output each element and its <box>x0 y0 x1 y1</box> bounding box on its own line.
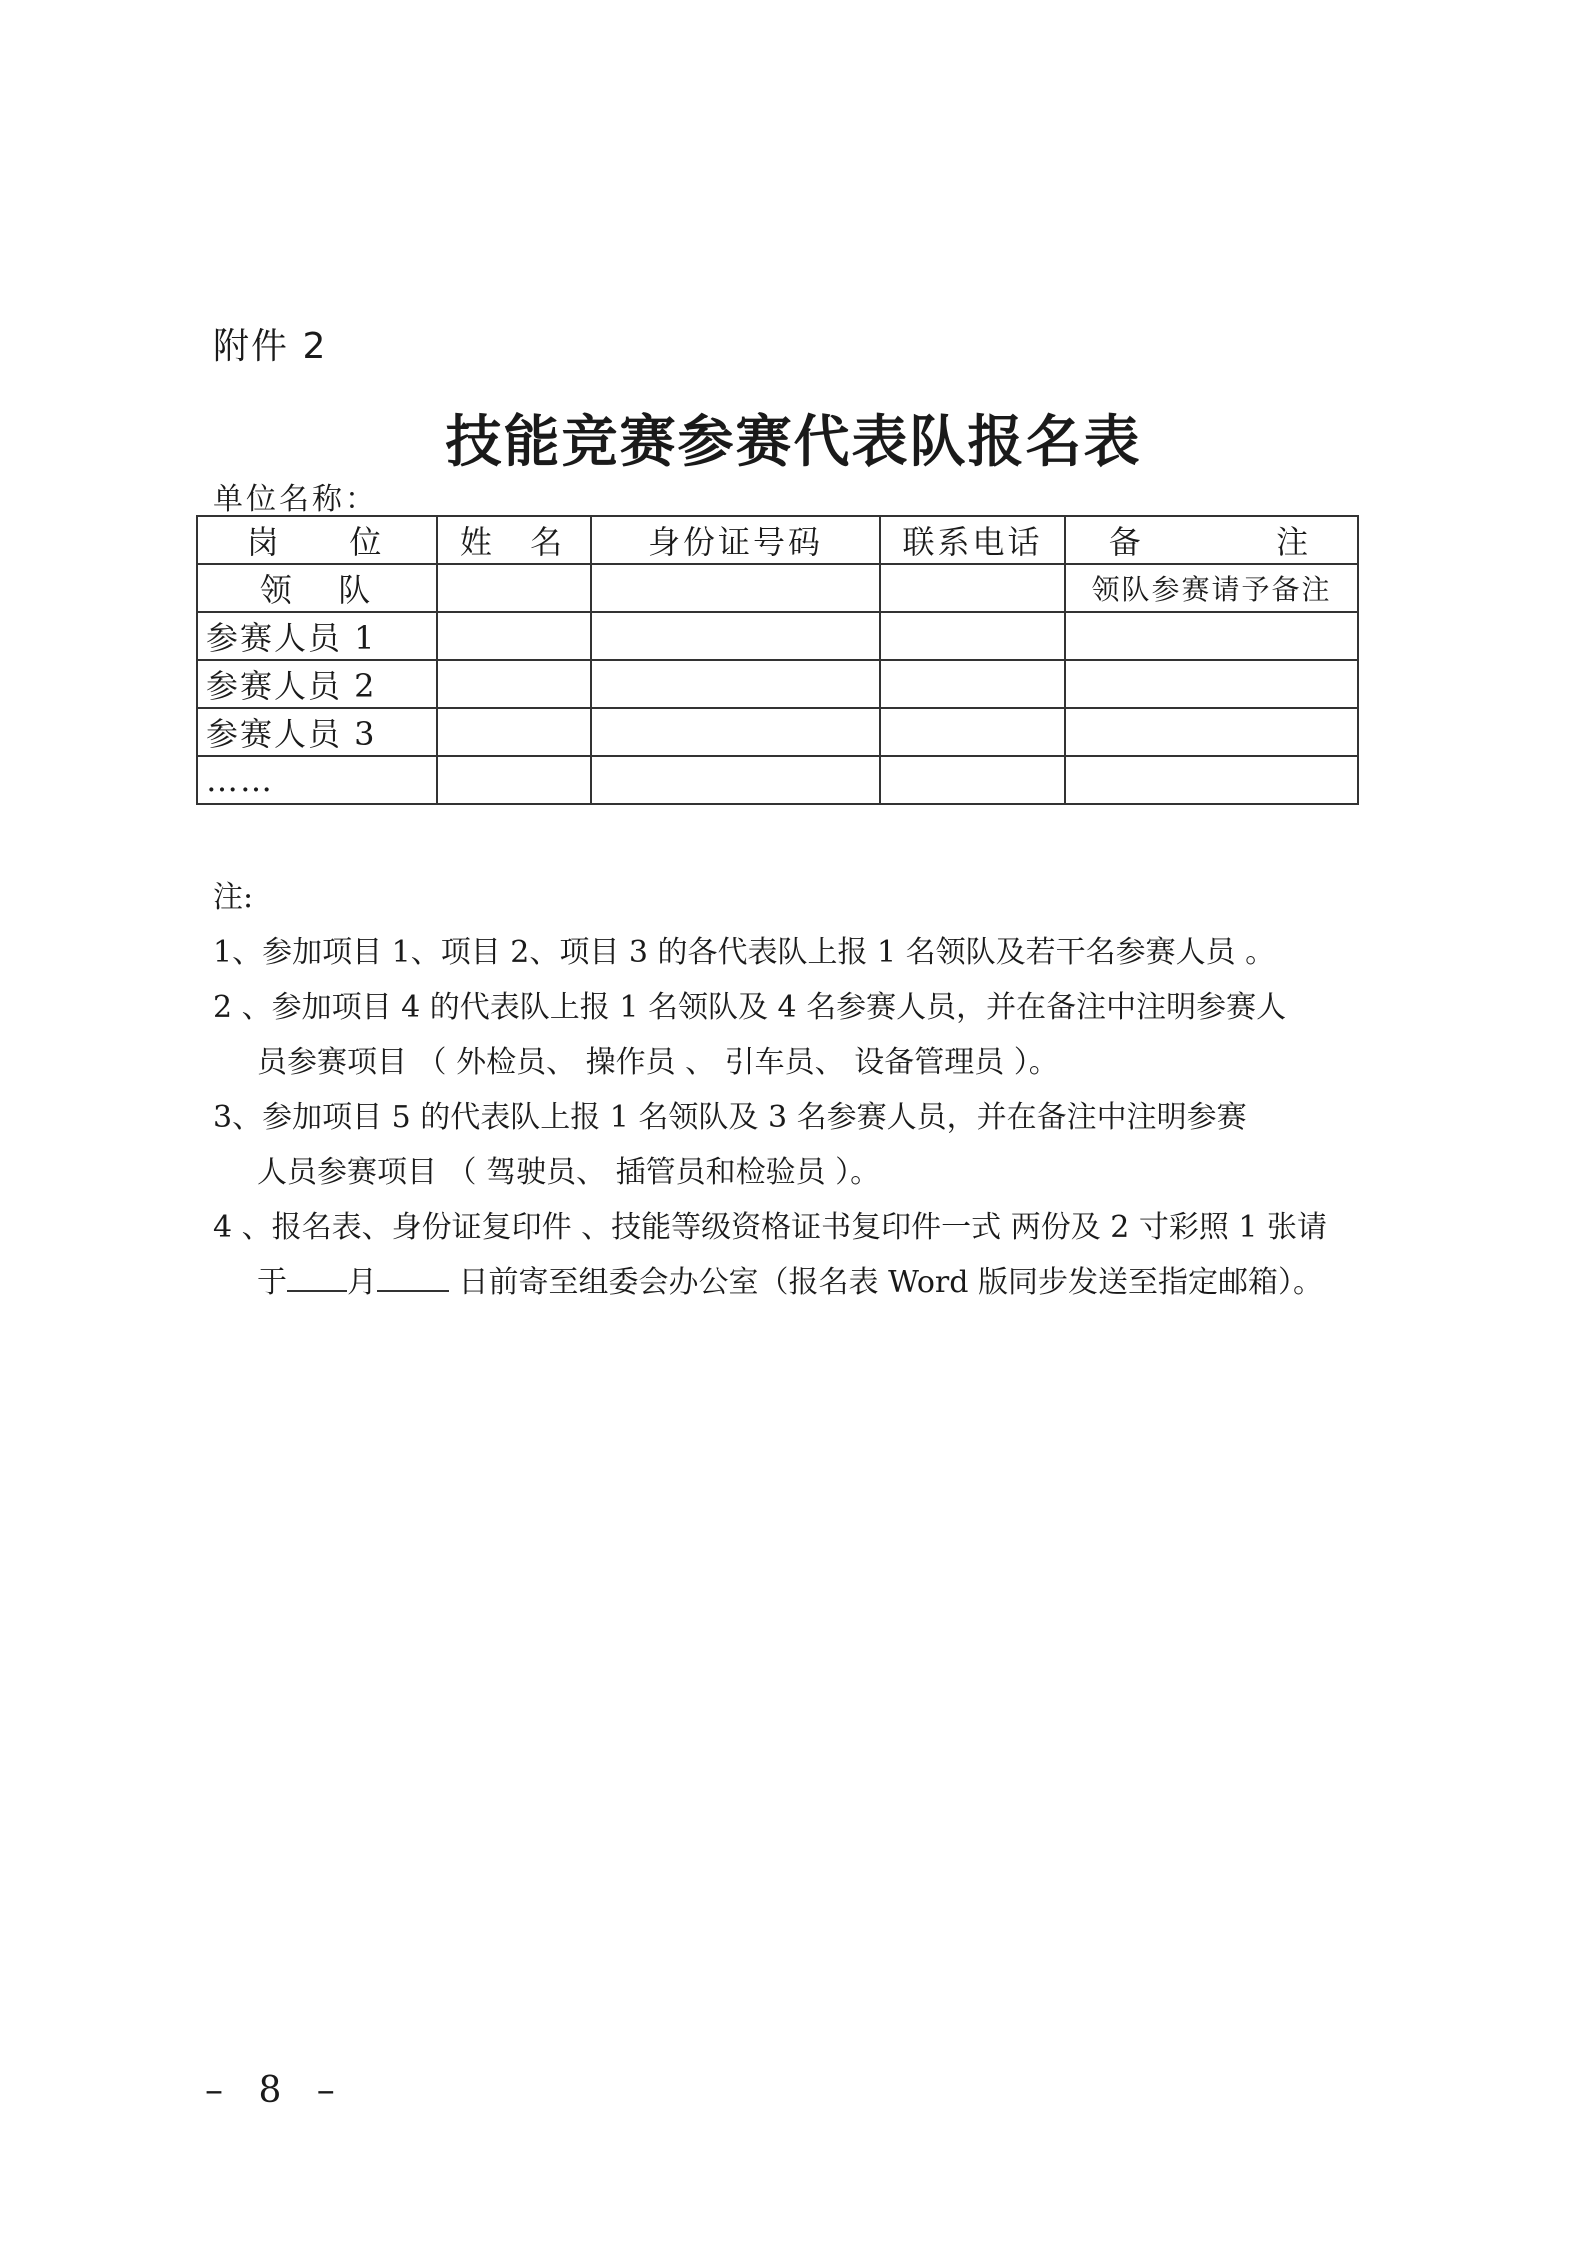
remark-cell: 领队参赛请予备注 <box>1065 564 1358 612</box>
phone-cell <box>880 756 1065 804</box>
phone-cell <box>880 612 1065 660</box>
remark-cell <box>1065 756 1358 804</box>
name-cell <box>437 756 591 804</box>
note-item-3-line-2: 人员参赛项目 （ 驾驶员、 插管员和检验员 ）。 <box>257 1155 881 1190</box>
id-cell <box>591 756 880 804</box>
column-header-remark: 备 注 <box>1065 516 1358 564</box>
note-item-4-line-1: 4 、报名表、身份证复印件 、技能等级资格证书复印件一式 两份及 2 寸彩照 1 张请 <box>213 1210 1328 1245</box>
id-cell <box>591 708 880 756</box>
notes-heading: 注: <box>213 880 254 915</box>
column-header-name: 姓 名 <box>437 516 591 564</box>
phone-cell <box>880 564 1065 612</box>
name-cell <box>437 612 591 660</box>
note-item-4-month: 月 <box>347 1265 377 1300</box>
unit-name-label: 单位名称： <box>213 482 378 517</box>
table-row-member-1 <box>197 612 1358 660</box>
note-item-4-suffix: 日前寄至组委会办公室（报名表 Word 版同步发送至指定邮箱）。 <box>449 1265 1324 1300</box>
id-cell <box>591 660 880 708</box>
note-item-3-line-1: 3、参加项目 5 的代表队上报 1 名领队及 3 名参赛人员，并在备注中注明参赛 <box>213 1100 1247 1135</box>
remark-cell <box>1065 708 1358 756</box>
page-title: 技能竞赛参赛代表队报名表 <box>445 410 1142 475</box>
month-blank <box>287 1264 347 1292</box>
registration-table <box>196 515 1359 805</box>
table-row-more <box>197 756 1358 804</box>
column-header-id-number: 身份证号码 <box>591 516 880 564</box>
attachment-label: 附件 2 <box>213 326 328 367</box>
name-cell <box>437 660 591 708</box>
day-blank <box>377 1264 449 1292</box>
table-row-member-2 <box>197 660 1358 708</box>
note-item-2-line-2: 员参赛项目 （ 外检员、 操作员 、 引车员、 设备管理员 ）。 <box>257 1045 1059 1080</box>
page-number: – 8 – <box>205 2070 347 2111</box>
role-cell: 领 队 <box>197 564 437 612</box>
note-item-4-line-2 <box>213 1255 1393 1310</box>
role-cell: 参赛人员 2 <box>197 660 437 708</box>
note-item-1: 1、参加项目 1、项目 2、项目 3 的各代表队上报 1 名领队及若干名参赛人员 。 <box>213 935 1276 970</box>
column-header-phone: 联系电话 <box>880 516 1065 564</box>
table-row-leader <box>197 564 1358 612</box>
role-cell: 参赛人员 1 <box>197 612 437 660</box>
role-cell: …… <box>197 756 437 804</box>
phone-cell <box>880 708 1065 756</box>
name-cell <box>437 708 591 756</box>
phone-cell <box>880 660 1065 708</box>
table-header-row <box>197 516 1358 564</box>
name-cell <box>437 564 591 612</box>
column-header-position: 岗 位 <box>197 516 437 564</box>
remark-cell <box>1065 612 1358 660</box>
role-cell: 参赛人员 3 <box>197 708 437 756</box>
notes-section <box>213 870 1393 1310</box>
id-cell <box>591 612 880 660</box>
remark-cell <box>1065 660 1358 708</box>
id-cell <box>591 564 880 612</box>
note-item-2-line-1: 2 、参加项目 4 的代表队上报 1 名领队及 4 名参赛人员，并在备注中注明参赛人 <box>213 990 1287 1025</box>
note-item-4-prefix: 于 <box>257 1265 287 1300</box>
table-row-member-3 <box>197 708 1358 756</box>
